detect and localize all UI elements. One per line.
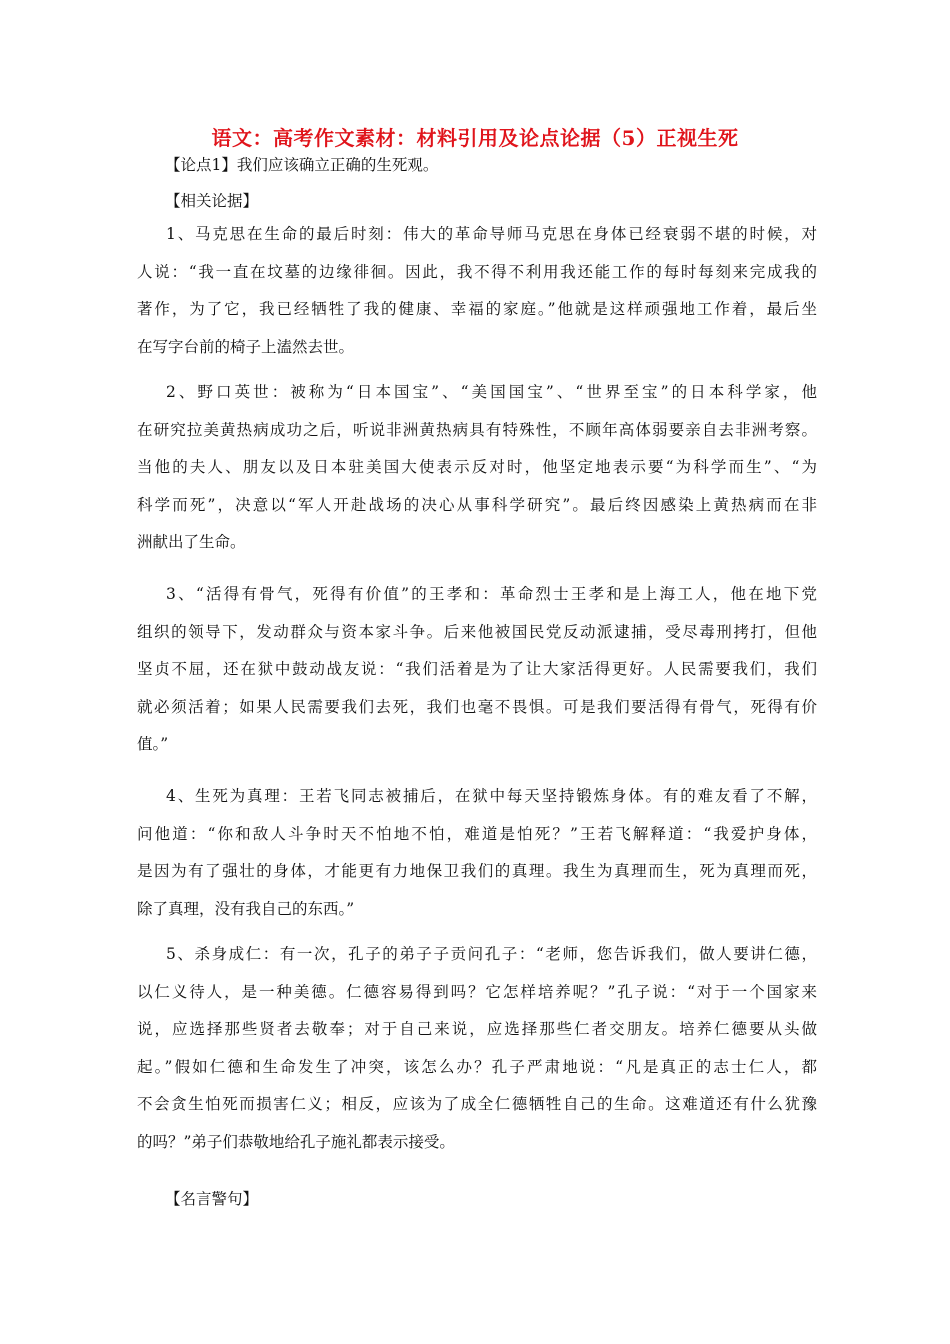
paragraph-line: 在研究拉美黄热病成功之后，听说非洲黄热病具有特殊性，不顾年高体弱要亲自去非洲考察。 <box>137 420 817 439</box>
evidence-paragraph-3 <box>137 576 817 764</box>
evidence-paragraph-1 <box>137 216 817 366</box>
paragraph-line: 组织的领导下，发动群众与资本家斗争。后来他被国民党反动派逮捕，受尽毒刑拷打，但他 <box>137 622 817 641</box>
document-title: 语文：高考作文素材：材料引用及论点论据（5）正视生死 <box>211 126 739 150</box>
paragraph-line: 5、杀身成仁：有一次，孔子的弟子子贡问孔子：“老师，您告诉我们，做人要讲仁德， <box>166 945 817 963</box>
paragraph-line: 人说：“我一直在坟墓的边缘徘徊。因此，我不得不利用我还能工作的每时每刻来完成我的 <box>137 262 817 281</box>
paragraph-line: 3、“活得有骨气，死得有价值”的王孝和：革命烈士王孝和是上海工人，他在地下党 <box>166 585 817 603</box>
paragraph-line: 以仁义待人，是一种美德。仁德容易得到吗？它怎样培养呢？”孔子说：“对于一个国家来 <box>137 982 817 1001</box>
paragraph-line: 的吗？”弟子们恭敬地给孔子施礼都表示接受。 <box>137 1132 455 1151</box>
paragraph-line: 2、野口英世：被称为“日本国宝”、“美国国宝”、“世界至宝”的日本科学家，他 <box>166 383 817 401</box>
paragraph-line: 著作，为了它，我已经牺牲了我的健康、幸福的家庭。”他就是这样顽强地工作着，最后坐 <box>137 300 817 318</box>
paragraph-line: 1、马克思在生命的最后时刻：伟大的革命导师马克思在身体已经衰弱不堪的时候，对 <box>166 225 817 243</box>
evidence-heading: 【相关论据】 <box>165 192 259 210</box>
paragraph-line: 坚贞不屈，还在狱中鼓动战友说：“我们活着是为了让大家活得更好。人民需要我们，我们 <box>137 660 817 678</box>
evidence-paragraph-4 <box>137 778 817 928</box>
paragraph-line: 就必须活着；如果人民需要我们去死，我们也毫不畏惧。可是我们要活得有骨气，死得有价 <box>137 697 817 716</box>
evidence-paragraph-2 <box>137 374 817 562</box>
paragraph-line: 说，应选择那些贤者去敬奉；对于自己来说，应选择那些仁者交朋友。培养仁德要从头做 <box>137 1020 817 1038</box>
quotes-heading: 【名言警句】 <box>165 1190 259 1208</box>
paragraph-line: 除了真理，没有我自己的东西。” <box>137 899 355 918</box>
evidence-paragraph-5 <box>137 936 817 1161</box>
paragraph-line: 起。”假如仁德和生命发生了冲突，该怎么办？孔子严肃地说：“凡是真正的志士仁人，都 <box>137 1057 817 1076</box>
paragraph-line: 不会贪生怕死而损害仁义；相反，应该为了成全仁德牺牲自己的生命。这难道还有什么犹豫 <box>137 1095 817 1113</box>
paragraph-line: 当他的夫人、朋友以及日本驻美国大使表示反对时，他坚定地表示要“为科学而生”、“为 <box>137 458 817 476</box>
paragraph-line: 问他道：“你和敌人斗争时天不怕地不怕，难道是怕死？”王若飞解释道：“我爱护身体， <box>137 824 817 843</box>
paragraph-line: 值。” <box>137 735 169 753</box>
paragraph-line: 在写字台前的椅子上溘然去世。 <box>137 337 355 356</box>
paragraph-line: 科学而死”，决意以“军人开赴战场的决心从事科学研究”。最后终因感染上黄热病而在非 <box>137 495 817 514</box>
thesis-statement: 【论点1】我们应该确立正确的生死观。 <box>165 156 439 174</box>
paragraph-line: 4、生死为真理：王若飞同志被捕后，在狱中每天坚持锻炼身体。有的难友看了不解， <box>166 787 817 805</box>
paragraph-line: 是因为有了强壮的身体，才能更有力地保卫我们的真理。我生为真理而生，死为真理而死， <box>137 862 817 880</box>
paragraph-line: 洲献出了生命。 <box>137 533 246 551</box>
